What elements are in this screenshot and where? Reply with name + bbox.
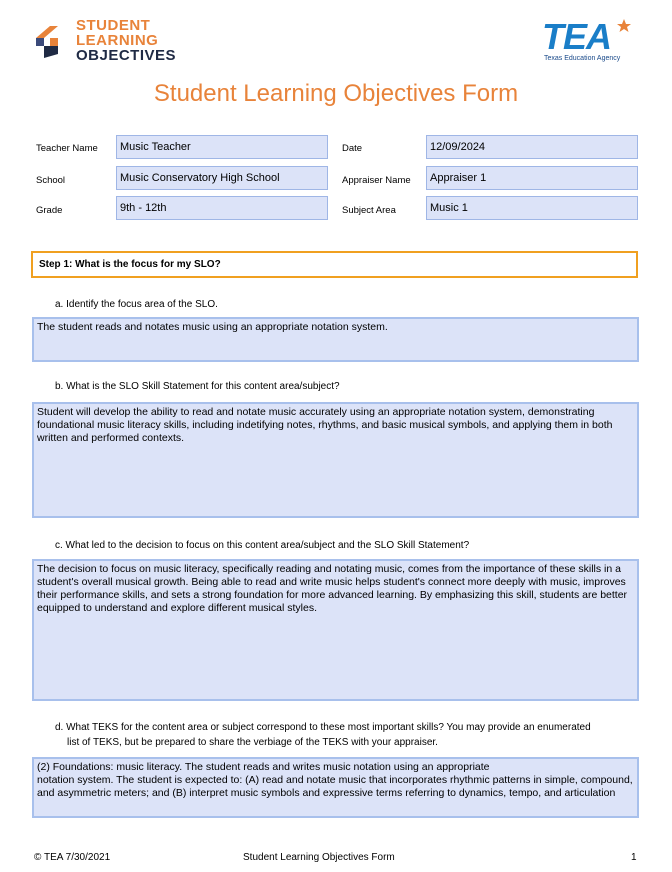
slo-logo-icon xyxy=(32,24,72,60)
school-label: School xyxy=(36,175,66,186)
answer-a-field[interactable]: The student reads and notates music using an appropriate notation system. xyxy=(32,317,639,362)
tea-logo xyxy=(540,18,640,66)
star-icon xyxy=(616,18,632,34)
grade-field[interactable]: 9th - 12th xyxy=(116,196,328,220)
footer-copyright: © TEA 7/30/2021 xyxy=(34,852,111,863)
footer-title: Student Learning Objectives Form xyxy=(243,852,395,863)
subject-area-label: Subject Area xyxy=(342,205,396,216)
appraiser-field[interactable]: Appraiser 1 xyxy=(426,166,638,190)
teacher-name-label: Teacher Name xyxy=(36,143,98,154)
question-d-line-1: d. What TEKS for the content area or subject correspond to these most important skills? You may provide an enumerated xyxy=(55,722,591,733)
slo-logo-line-1: STUDENT xyxy=(76,17,151,34)
step-1-heading: Step 1: What is the focus for my SLO? xyxy=(31,251,638,278)
question-d xyxy=(55,720,645,750)
date-label: Date xyxy=(342,143,363,154)
slo-logo-text xyxy=(76,18,176,63)
question-c: c. What led to the decision to focus on this content area/subject and the SLO Skill Statement? xyxy=(55,540,470,551)
slo-logo-line-2: LEARNING xyxy=(76,32,159,49)
answer-d-line-1: (2) Foundations: music literacy. The student reads and writes music notation using an appropriate xyxy=(37,761,490,773)
question-d-line-2: list of TEKS, but be prepared to share the verbiage of the TEKS with your appraiser. xyxy=(67,737,438,748)
teacher-name-field[interactable]: Music Teacher xyxy=(116,135,328,159)
question-a: a. Identify the focus area of the SLO. xyxy=(55,299,218,310)
date-field[interactable]: 12/09/2024 xyxy=(426,135,638,159)
footer-page-number: 1 xyxy=(631,852,637,863)
question-b: b. What is the SLO Skill Statement for this content area/subject? xyxy=(55,381,340,392)
tea-logo-word: TEA xyxy=(542,16,611,57)
tea-logo-subtitle: Texas Education Agency xyxy=(544,55,621,62)
appraiser-label: Appraiser Name xyxy=(342,175,411,186)
subject-area-field[interactable]: Music 1 xyxy=(426,196,638,220)
answer-d-line-2: notation system. The student is expected to: (A) read and notate music that incorporates rhythmic patterns in simple, compound, and asymmetric meters; and (B) interpret music symbols and expressive terms referring to dynamics, tempo, and articulation xyxy=(37,774,633,799)
slo-logo-line-3: OBJECTIVES xyxy=(76,47,177,64)
grade-label: Grade xyxy=(36,205,63,216)
answer-d-field[interactable] xyxy=(32,757,639,818)
answer-b-field[interactable]: Student will develop the ability to read and notate music accurately using an appropriate notation system, demonstrating foundational music literacy skills, including indetifying notes, rhythms, and basic musical symbols, and applying them in both written and performed contexts. xyxy=(32,402,639,518)
school-field[interactable]: Music Conservatory High School xyxy=(116,166,328,190)
page-title: Student Learning Objectives Form xyxy=(153,80,519,107)
slo-logo xyxy=(32,18,182,66)
answer-c-field[interactable]: The decision to focus on music literacy, specifically reading and notating music, comes from the importance of these skills in a student's overall musical growth. Being able to read and write music helps student's connect more deeply with music, improves their performance skills, and sets a strong foundation for more advanced learning. By emphasizing this skill, students are better equipped to understand and explore different musical styles. xyxy=(32,559,639,701)
